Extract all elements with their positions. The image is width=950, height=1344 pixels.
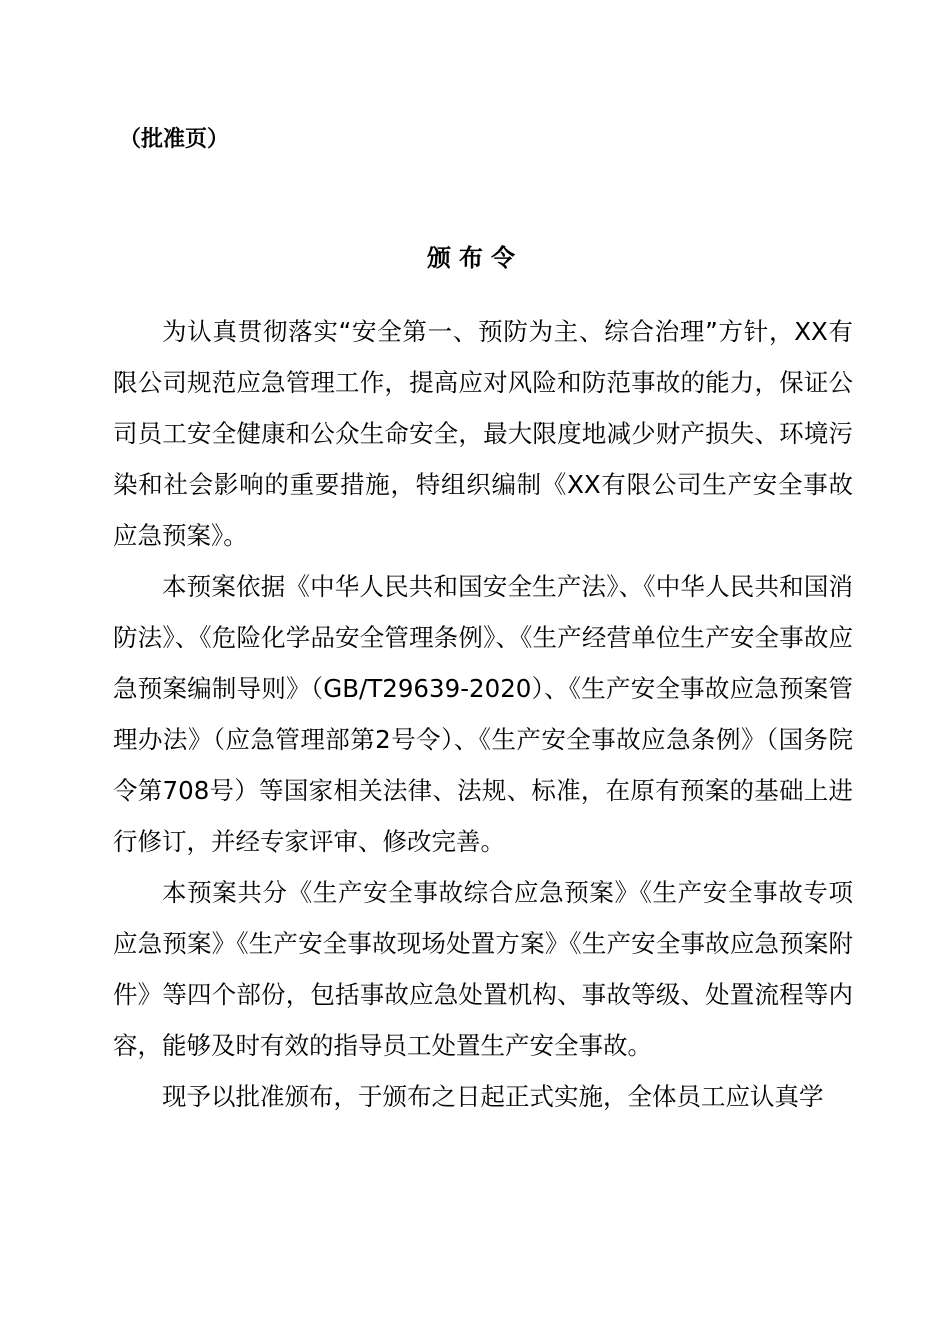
paragraph-basis: 本预案依据《中华人民共和国安全生产法》、《中华人民共和国消防法》、《危险化学品安全管理条例》、《生产经营单位生产安全事故应急预案编制导则》（GB/T29639-2020）、《生产安全事故应急预案管理办法》（应急管理部第2号令）、《生产安全事故应急条例》（国务院令第708号）等国家相关法律、法规、标准，在原有预案的基础上进行修订，并经专家评审、修改完善。 [113, 572, 853, 856]
paragraph-structure: 本预案共分《生产安全事故综合应急预案》《生产安全事故专项应急预案》《生产安全事故现场处置方案》《生产安全事故应急预案附件》等四个部份，包括事故应急处置机构、事故等级、处置流程等内容，能够及时有效的指导员工处置生产安全事故。 [113, 878, 853, 1060]
document-body [113, 306, 853, 1122]
approval-page-label: （批准页） [119, 127, 230, 152]
paragraph-intro: 为认真贯彻落实“安全第一、预防为主、综合治理”方针，XX有限公司规范应急管理工作，提高应对风险和防范事故的能力，保证公司员工安全健康和公众生命安全，最大限度地减少财产损失、环境污染和社会影响的重要措施，特组织编制《XX有限公司生产安全事故应急预案》。 [113, 317, 853, 550]
document-title: 颁布令 [427, 244, 523, 272]
paragraph-enactment: 现予以批准颁布，于颁布之日起正式实施，全体员工应认真学 [162, 1082, 824, 1111]
